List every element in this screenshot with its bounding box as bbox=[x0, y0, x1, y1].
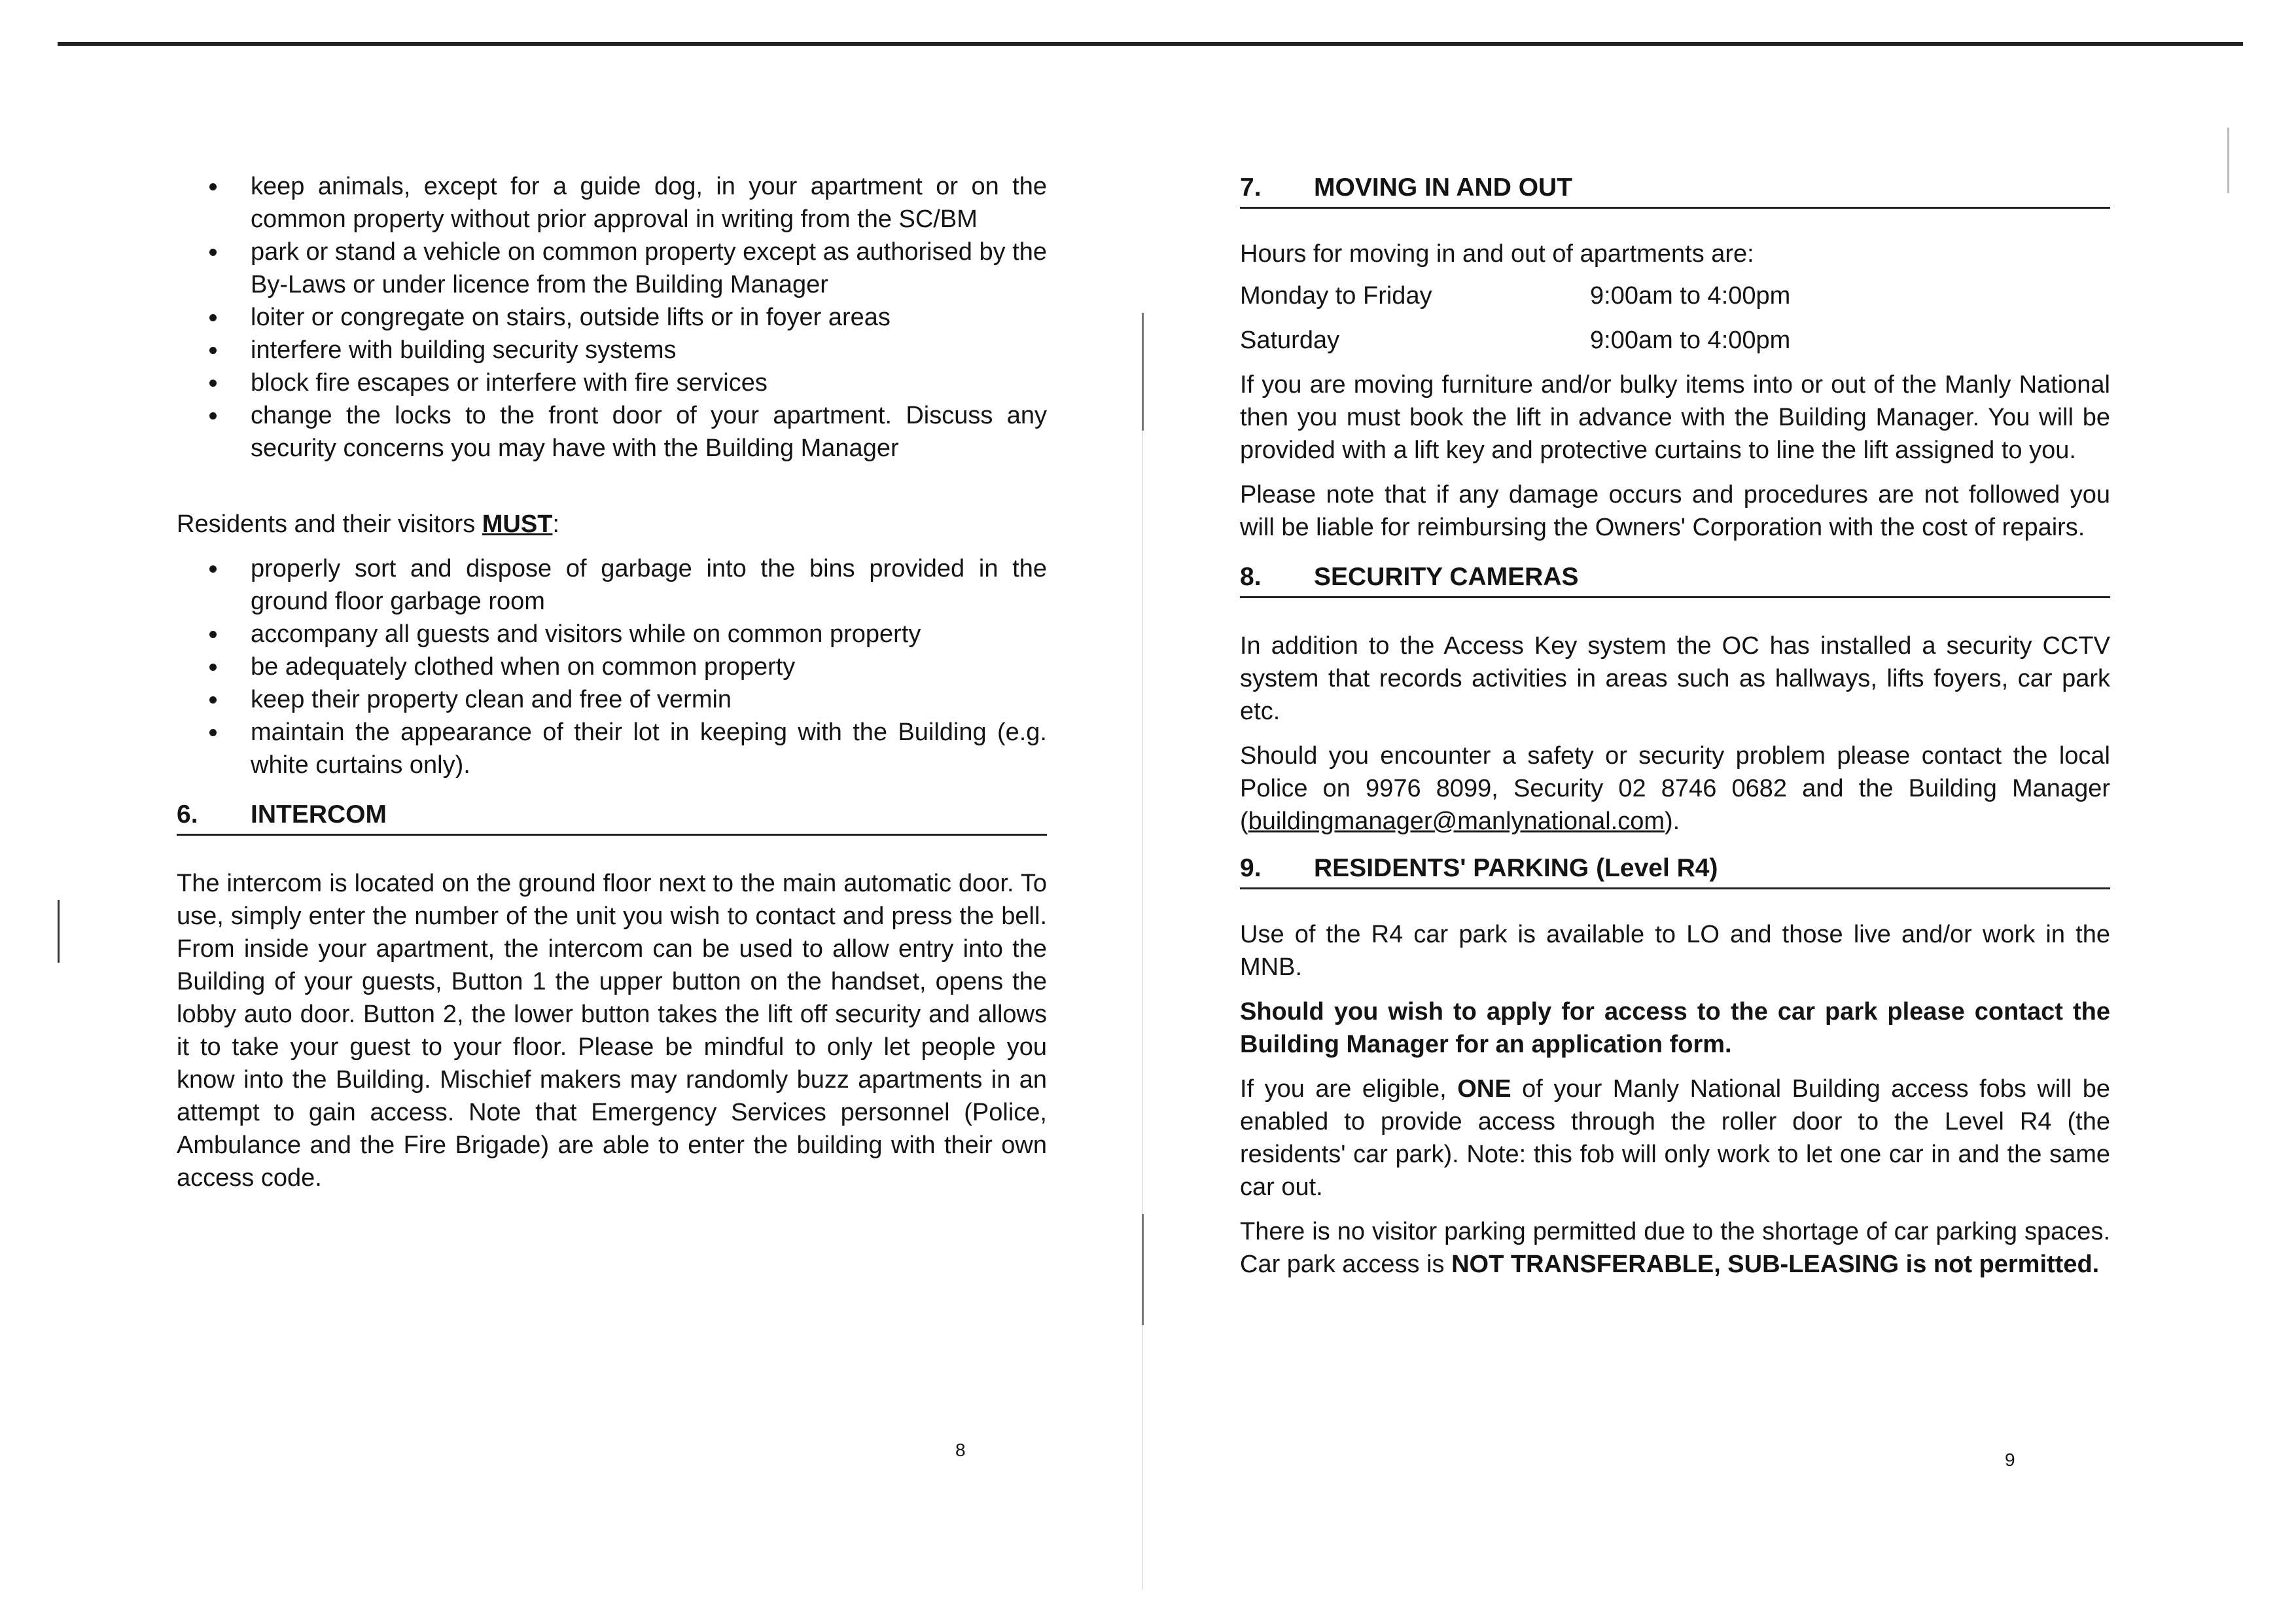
contact-text: Should you encounter a safety or security problem please contact the local Police on 9976 8099, Security 02 8746 0682 and the Building Manager ( bbox=[1240, 742, 2110, 835]
list-item: be adequately clothed when on common property bbox=[177, 651, 1047, 683]
visitor-parking-paragraph bbox=[1240, 1215, 2110, 1281]
moving-paragraph: If you are moving furniture and/or bulky items into or out of the Manly National then you must book the lift in advance with the Building Manager. You will be provided with a lift key and protective curtains to line the lift assigned to you. bbox=[1240, 371, 2110, 464]
must-intro bbox=[177, 508, 1047, 541]
list-item: maintain the appearance of their lot in keeping with the Building (e.g. white curtains only). bbox=[177, 716, 1047, 781]
left-page bbox=[177, 170, 1047, 1194]
application-paragraph: Should you wish to apply for access to the car park please contact the Building Manager for an application form. bbox=[1240, 998, 2110, 1058]
list-item: keep animals, except for a guide dog, in your apartment or on the common property without prior approval in writing from the SC/BM bbox=[177, 170, 1047, 236]
list-item: interfere with building security systems bbox=[177, 334, 1047, 366]
eligibility-text-end: of your Manly National Building access fobs will be enabled to provide access through the roller door to the Level R4 (the residents' car park). Note: this fob will only work to let one car in and the same car out. bbox=[1240, 1075, 2110, 1201]
eligibility-text: If you are eligible, bbox=[1240, 1075, 1458, 1103]
hours-time: 9:00am to 4:00pm bbox=[1590, 282, 1791, 310]
must-intro-text: Residents and their visitors bbox=[177, 510, 482, 538]
must-intro-colon: : bbox=[552, 510, 559, 538]
list-item: keep their property clean and free of vermin bbox=[177, 683, 1047, 716]
hours-row bbox=[1240, 324, 2110, 357]
contact-paragraph bbox=[1240, 740, 2110, 838]
damage-paragraph: Please note that if any damage occurs and procedures are not followed you will be liable for reimbursing the Owners' Corporation with the cost of repairs. bbox=[1240, 481, 2110, 541]
section-heading-parking bbox=[1240, 852, 2110, 889]
section-title: MOVING IN AND OUT bbox=[1314, 173, 1573, 202]
section-heading-moving bbox=[1240, 171, 2110, 209]
right-edge-mark bbox=[2227, 128, 2229, 193]
top-border-rule bbox=[58, 42, 2243, 46]
prohibited-list bbox=[177, 170, 1047, 465]
section-number: 6. bbox=[177, 800, 198, 829]
section-title: INTERCOM bbox=[251, 800, 387, 829]
section-number: 7. bbox=[1240, 173, 1262, 202]
section-heading-intercom bbox=[177, 798, 1047, 836]
list-item: park or stand a vehicle on common property except as authorised by the By-Laws or under licence from the Building Manager bbox=[177, 236, 1047, 301]
gutter-mark bbox=[1142, 1214, 1144, 1325]
section-number: 9. bbox=[1240, 854, 1262, 882]
must-emphasis: MUST bbox=[482, 510, 553, 538]
visitor-text: There is no visitor parking permitted due to the shortage of car parking spaces. Car park access is bbox=[1240, 1218, 2110, 1278]
section-title: SECURITY CAMERAS bbox=[1314, 563, 1579, 591]
section-heading-security bbox=[1240, 561, 2110, 598]
page-gutter bbox=[1142, 366, 1143, 1590]
right-page bbox=[1240, 171, 2110, 1293]
page-number: 8 bbox=[955, 1440, 966, 1460]
eligibility-emphasis: ONE bbox=[1457, 1075, 1511, 1103]
hours-day: Saturday bbox=[1240, 327, 1340, 354]
hours-row bbox=[1240, 279, 2110, 312]
section-title: RESIDENTS' PARKING (Level R4) bbox=[1314, 854, 1718, 882]
eligibility-paragraph bbox=[1240, 1073, 2110, 1204]
list-item: properly sort and dispose of garbage into the bins provided in the ground floor garbage room bbox=[177, 552, 1047, 618]
visitor-emphasis: NOT TRANSFERABLE, SUB-LEASING is not permitted. bbox=[1451, 1251, 2100, 1278]
must-list bbox=[177, 552, 1047, 781]
section-number: 8. bbox=[1240, 563, 1262, 591]
cctv-paragraph: In addition to the Access Key system the OC has installed a security CCTV system that records activities in areas such as hallways, lifts foyers, car park etc. bbox=[1240, 632, 2110, 725]
hours-time: 9:00am to 4:00pm bbox=[1590, 327, 1791, 354]
page-number: 9 bbox=[2005, 1450, 2015, 1470]
hours-day: Monday to Friday bbox=[1240, 282, 1432, 310]
gutter-mark bbox=[1142, 313, 1144, 431]
hours-intro: Hours for moving in and out of apartments are: bbox=[1240, 240, 1754, 268]
list-item: block fire escapes or interfere with fire services bbox=[177, 366, 1047, 399]
list-item: loiter or congregate on stairs, outside lifts or in foyer areas bbox=[177, 301, 1047, 334]
email-link[interactable]: buildingmanager@manlynational.com bbox=[1248, 808, 1665, 835]
list-item: accompany all guests and visitors while on common property bbox=[177, 618, 1047, 651]
parking-paragraph: Use of the R4 car park is available to LO and those live and/or work in the MNB. bbox=[1240, 921, 2110, 981]
intercom-paragraph: The intercom is located on the ground floor next to the main automatic door. To use, simply enter the number of the unit you wish to contact and press the bell. From inside your apartment, the intercom can be used to allow entry into the Building of your guests, Button 1 the upper button on the handset, opens the lobby auto door. Button 2, the lower button takes the lift off security and allows it to take your guest to your floor. Please be mindful to only let people you know into the Building. Mischief makers may randomly buzz apartments in an attempt to gain access. Note that Emergency Services personnel (Police, Ambulance and the Fire Brigade) are able to enter the building with their own access code. bbox=[177, 870, 1047, 1192]
left-edge-mark bbox=[58, 900, 60, 963]
list-item: change the locks to the front door of your apartment. Discuss any security concerns you may have with the Building Manager bbox=[177, 399, 1047, 465]
contact-text-end: ). bbox=[1665, 808, 1680, 835]
